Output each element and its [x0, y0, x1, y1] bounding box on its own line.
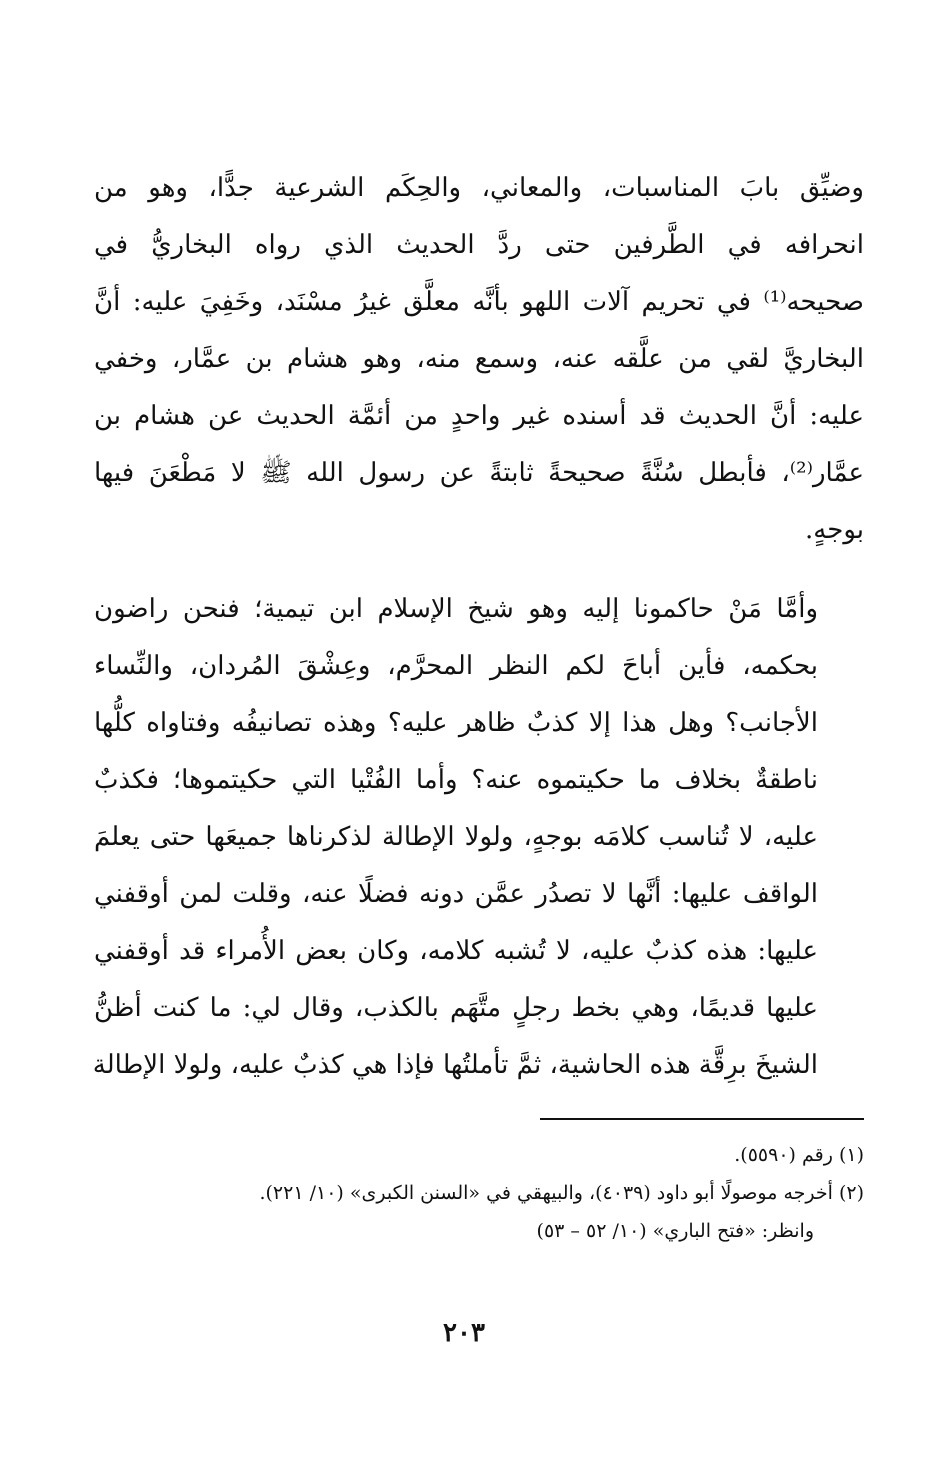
text-line: الواقف عليها: أنَّها لا تصدُر عمَّن دونه فضلًا عنه، وقلت لمن أوقفني — [94, 879, 818, 909]
footnote-2: (٢) أخرجه موصولًا أبو داود (٤٠٣٩)، والبيهقي في «السنن الكبرى» (١٠/ ٢٢١). — [259, 1182, 864, 1204]
footnote-2-continuation: وانظر: «فتح الباري» (١٠/ ٥٢ – ٥٣) — [536, 1220, 814, 1242]
footnotes — [94, 1136, 864, 1250]
text-line: بوجهٍ. — [805, 515, 864, 545]
text-line: عليها: هذه كذبٌ عليه، لا تُشبه كلامه، وكان بعض الأُمراء قد أوقفني — [94, 936, 818, 966]
footnote-1: (١) رقم (٥٥٩٠). — [734, 1144, 864, 1166]
text-line: بحكمه، فأين أباحَ لكم النظر المحرَّم، وعِشْقَ المُردان، والنِّساء — [94, 651, 818, 681]
text-line: ناطقةٌ بخلاف ما حكيتموه عنه؟ وأما الفُتْيا التي حكيتموها؛ فكذبٌ — [94, 765, 818, 795]
text-line: عليها قديمًا، وهي بخط رجلٍ متَّهَم بالكذب، وقال لي: ما كنت أظنُّ — [94, 993, 818, 1023]
text-line: صحيحه⁽¹⁾ في تحريم آلات اللهو بأنَّه معلَّق غيرُ مسْنَد، وخَفِيَ عليه: أنَّ — [94, 287, 864, 317]
main-text — [94, 160, 864, 1094]
text-line: عليه، لا تُناسب كلامَه بوجهٍ، ولولا الإطالة لذكرناها جميعَها حتى يعلمَ — [94, 822, 818, 852]
text-line: انحرافه في الطَّرفين حتى ردَّ الحديث الذي رواه البخاريُّ في — [94, 230, 864, 260]
text-line: عمَّار⁽²⁾، فأبطل سُنَّةً صحيحةً ثابتةً عن رسول الله ﷺ لا مَطْعَنَ فيها — [94, 458, 864, 488]
page-number: ٢٠٣ — [443, 1318, 485, 1348]
paragraph-2 — [94, 581, 864, 1094]
text-line: الأجانب؟ وهل هذا إلا كذبٌ ظاهر عليه؟ وهذه تصانيفُه وفتاواه كلُّها — [94, 708, 818, 738]
text-line: الشيخَ برِقَّة هذه الحاشية، ثمَّ تأملتُها فإذا هي كذبٌ عليه، ولولا الإطالة — [92, 1050, 818, 1080]
text-line: عليه: أنَّ الحديث قد أسنده غير واحدٍ من أئمَّة الحديث عن هشام بن — [94, 401, 864, 431]
text-line: وأمَّا مَنْ حاكمونا إليه وهو شيخ الإسلام ابن تيمية؛ فنحن راضون — [94, 594, 818, 624]
paragraph-1 — [94, 160, 864, 559]
footnote-separator — [540, 1118, 864, 1120]
text-line: وضيِّق بابَ المناسبات، والمعاني، والحِكَم الشرعية جدًّا، وهو من — [94, 173, 864, 203]
text-line: البخاريَّ لقي من علَّقه عنه، وسمع منه، وهو هشام بن عمَّار، وخفي — [94, 344, 864, 374]
